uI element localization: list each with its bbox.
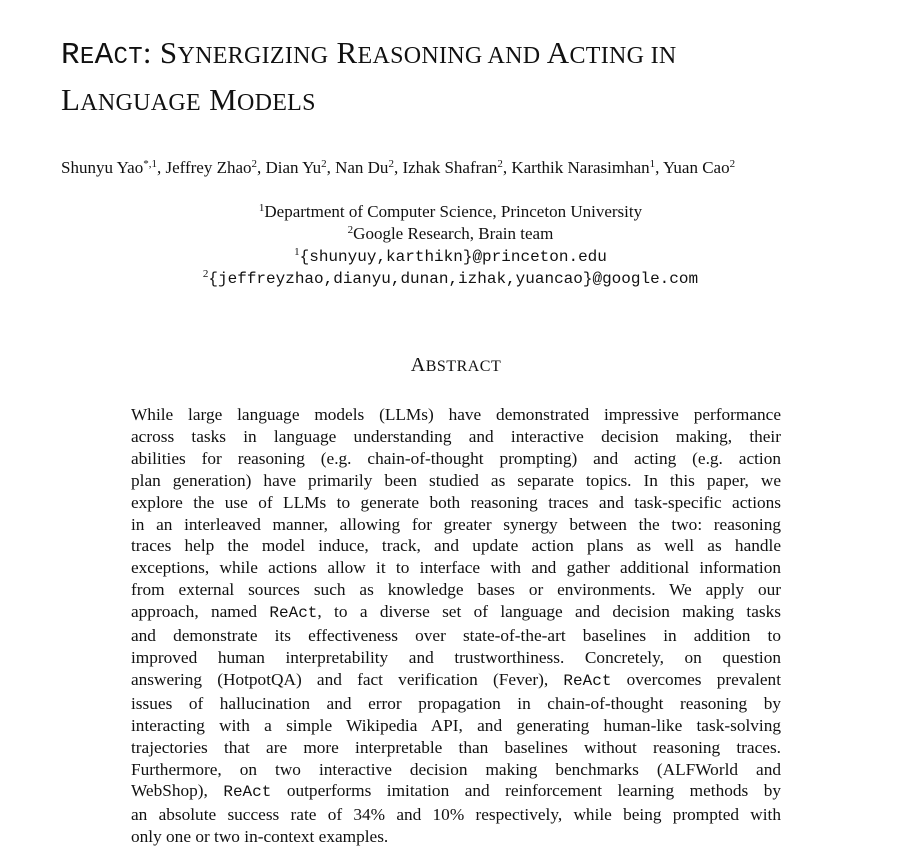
abstract-line: [131, 601, 781, 625]
paper-title: [61, 32, 881, 124]
abstract-line: Furthermore, on two interactive decision making benchmarks (ALFWorld and: [131, 759, 781, 779]
abstract-text: approach, named: [131, 602, 270, 622]
affiliation-text: Department of Computer Science, Princeton University: [264, 202, 643, 221]
affiliation-mark: 1: [258, 202, 265, 214]
abstract-line: interacting with a simple Wikipedia API, and generating human-like task-solving: [131, 715, 781, 735]
author-mark: 2: [321, 158, 327, 170]
abstract-line: abilities for reasoning (e.g. chain-of-thought prompting) and acting (e.g. action: [131, 448, 781, 468]
author: Dian Yu: [265, 158, 322, 177]
abstract-line: [131, 780, 781, 804]
title-rest: : SYNERGIZING REASONING AND ACTING IN: [142, 35, 677, 70]
abstract-line: in an interleaved manner, allowing for greater synergy between the two: reasoning: [131, 514, 781, 534]
abstract-line: [131, 669, 781, 693]
author-mark: 2: [729, 158, 736, 170]
abstract-line: traces help the model induce, track, and update action plans as well as handle: [131, 536, 781, 556]
abstract-line: from external sources such as knowledge bases or environments. We apply our: [131, 580, 781, 600]
abstract-line: an absolute success rate of 34% and 10% respectively, while being prompted with: [131, 805, 781, 825]
author-mark: *,1: [143, 158, 157, 170]
abstract-heading: ABSTRACT: [410, 354, 502, 376]
abstract-line: only one or two in-context examples.: [131, 827, 389, 847]
email-mark: 1: [294, 246, 300, 258]
title-line-1: [61, 32, 881, 79]
abstract-line: explore the use of LLMs to generate both reasoning traces and task-specific actions: [131, 492, 781, 512]
affiliation-mark: 2: [347, 224, 354, 236]
affiliation-text: Google Research, Brain team: [353, 224, 554, 243]
title-system-name: REACT: [61, 38, 143, 73]
abstract-line: plan generation) have primarily been studied as separate topics. In this paper, we: [131, 470, 781, 490]
email-princeton: [0, 245, 901, 268]
abstract-line: improved human interpretability and trustworthiness. Concretely, on question: [131, 647, 781, 667]
author-mark: 2: [497, 158, 503, 170]
affiliation-princeton: [0, 201, 901, 223]
author: Jeffrey Zhao: [165, 158, 252, 177]
abstract-text: WebShop),: [131, 781, 224, 801]
title-line-2: LANGUAGE MODELS: [61, 82, 316, 117]
author: Nan Du: [335, 158, 389, 177]
abstract-line: and demonstrate its effectiveness over state-of-the-art baselines in addition to: [131, 626, 781, 646]
abstract-line: across tasks in language understanding and interactive decision making, their: [131, 426, 781, 446]
author-mark: 2: [388, 158, 394, 170]
email-google: [0, 267, 901, 290]
abstract-line: While large language models (LLMs) have demonstrated impressive performance: [131, 405, 781, 424]
abstract-text: answering (HotpotQA) and fact verification (Fever),: [131, 669, 564, 689]
abstract-text: , to a diverse set of language and decision making tasks: [317, 602, 781, 622]
abstract-body: [131, 404, 781, 848]
abstract-text: overcomes prevalent: [611, 669, 781, 689]
system-name: ReAct: [223, 783, 272, 802]
abstract-line: exceptions, while actions allow it to interface with and gather additional information: [131, 558, 781, 578]
affiliation-google: [0, 223, 901, 245]
author-mark: 2: [251, 158, 258, 170]
abstract-line: trajectories that are more interpretable than baselines without reasoning traces.: [131, 737, 781, 757]
abstract-line: issues of hallucination and error propagation in chain-of-thought reasoning by: [131, 693, 781, 713]
author: Karthik Narasimhan: [511, 158, 650, 177]
system-name: ReAct: [563, 671, 612, 690]
author-list: Shunyu Yao$^{*,1}$, Jeffrey Zhao$^2$, Dian Yu$^2$, Nan Du$^2$, Izhak Shafran$^2$, Karthik Narasimhan$^1$, Yuan Cao$^2$: [61, 158, 736, 177]
email-mark: 2: [202, 268, 209, 280]
abstract-text: outperforms imitation and reinforcement learning methods by: [271, 781, 781, 801]
author-mark: 1: [649, 158, 656, 170]
author: Izhak Shafran: [402, 158, 498, 177]
email-text: {shunyuy,karthikn}@princeton.edu: [299, 248, 607, 266]
author: Shunyu Yao: [61, 158, 144, 177]
system-name: ReAct: [269, 604, 318, 623]
email-text: {jeffreyzhao,dianyu,dunan,izhak,yuancao}@google.com: [208, 270, 699, 288]
author: Yuan Cao: [663, 158, 730, 177]
